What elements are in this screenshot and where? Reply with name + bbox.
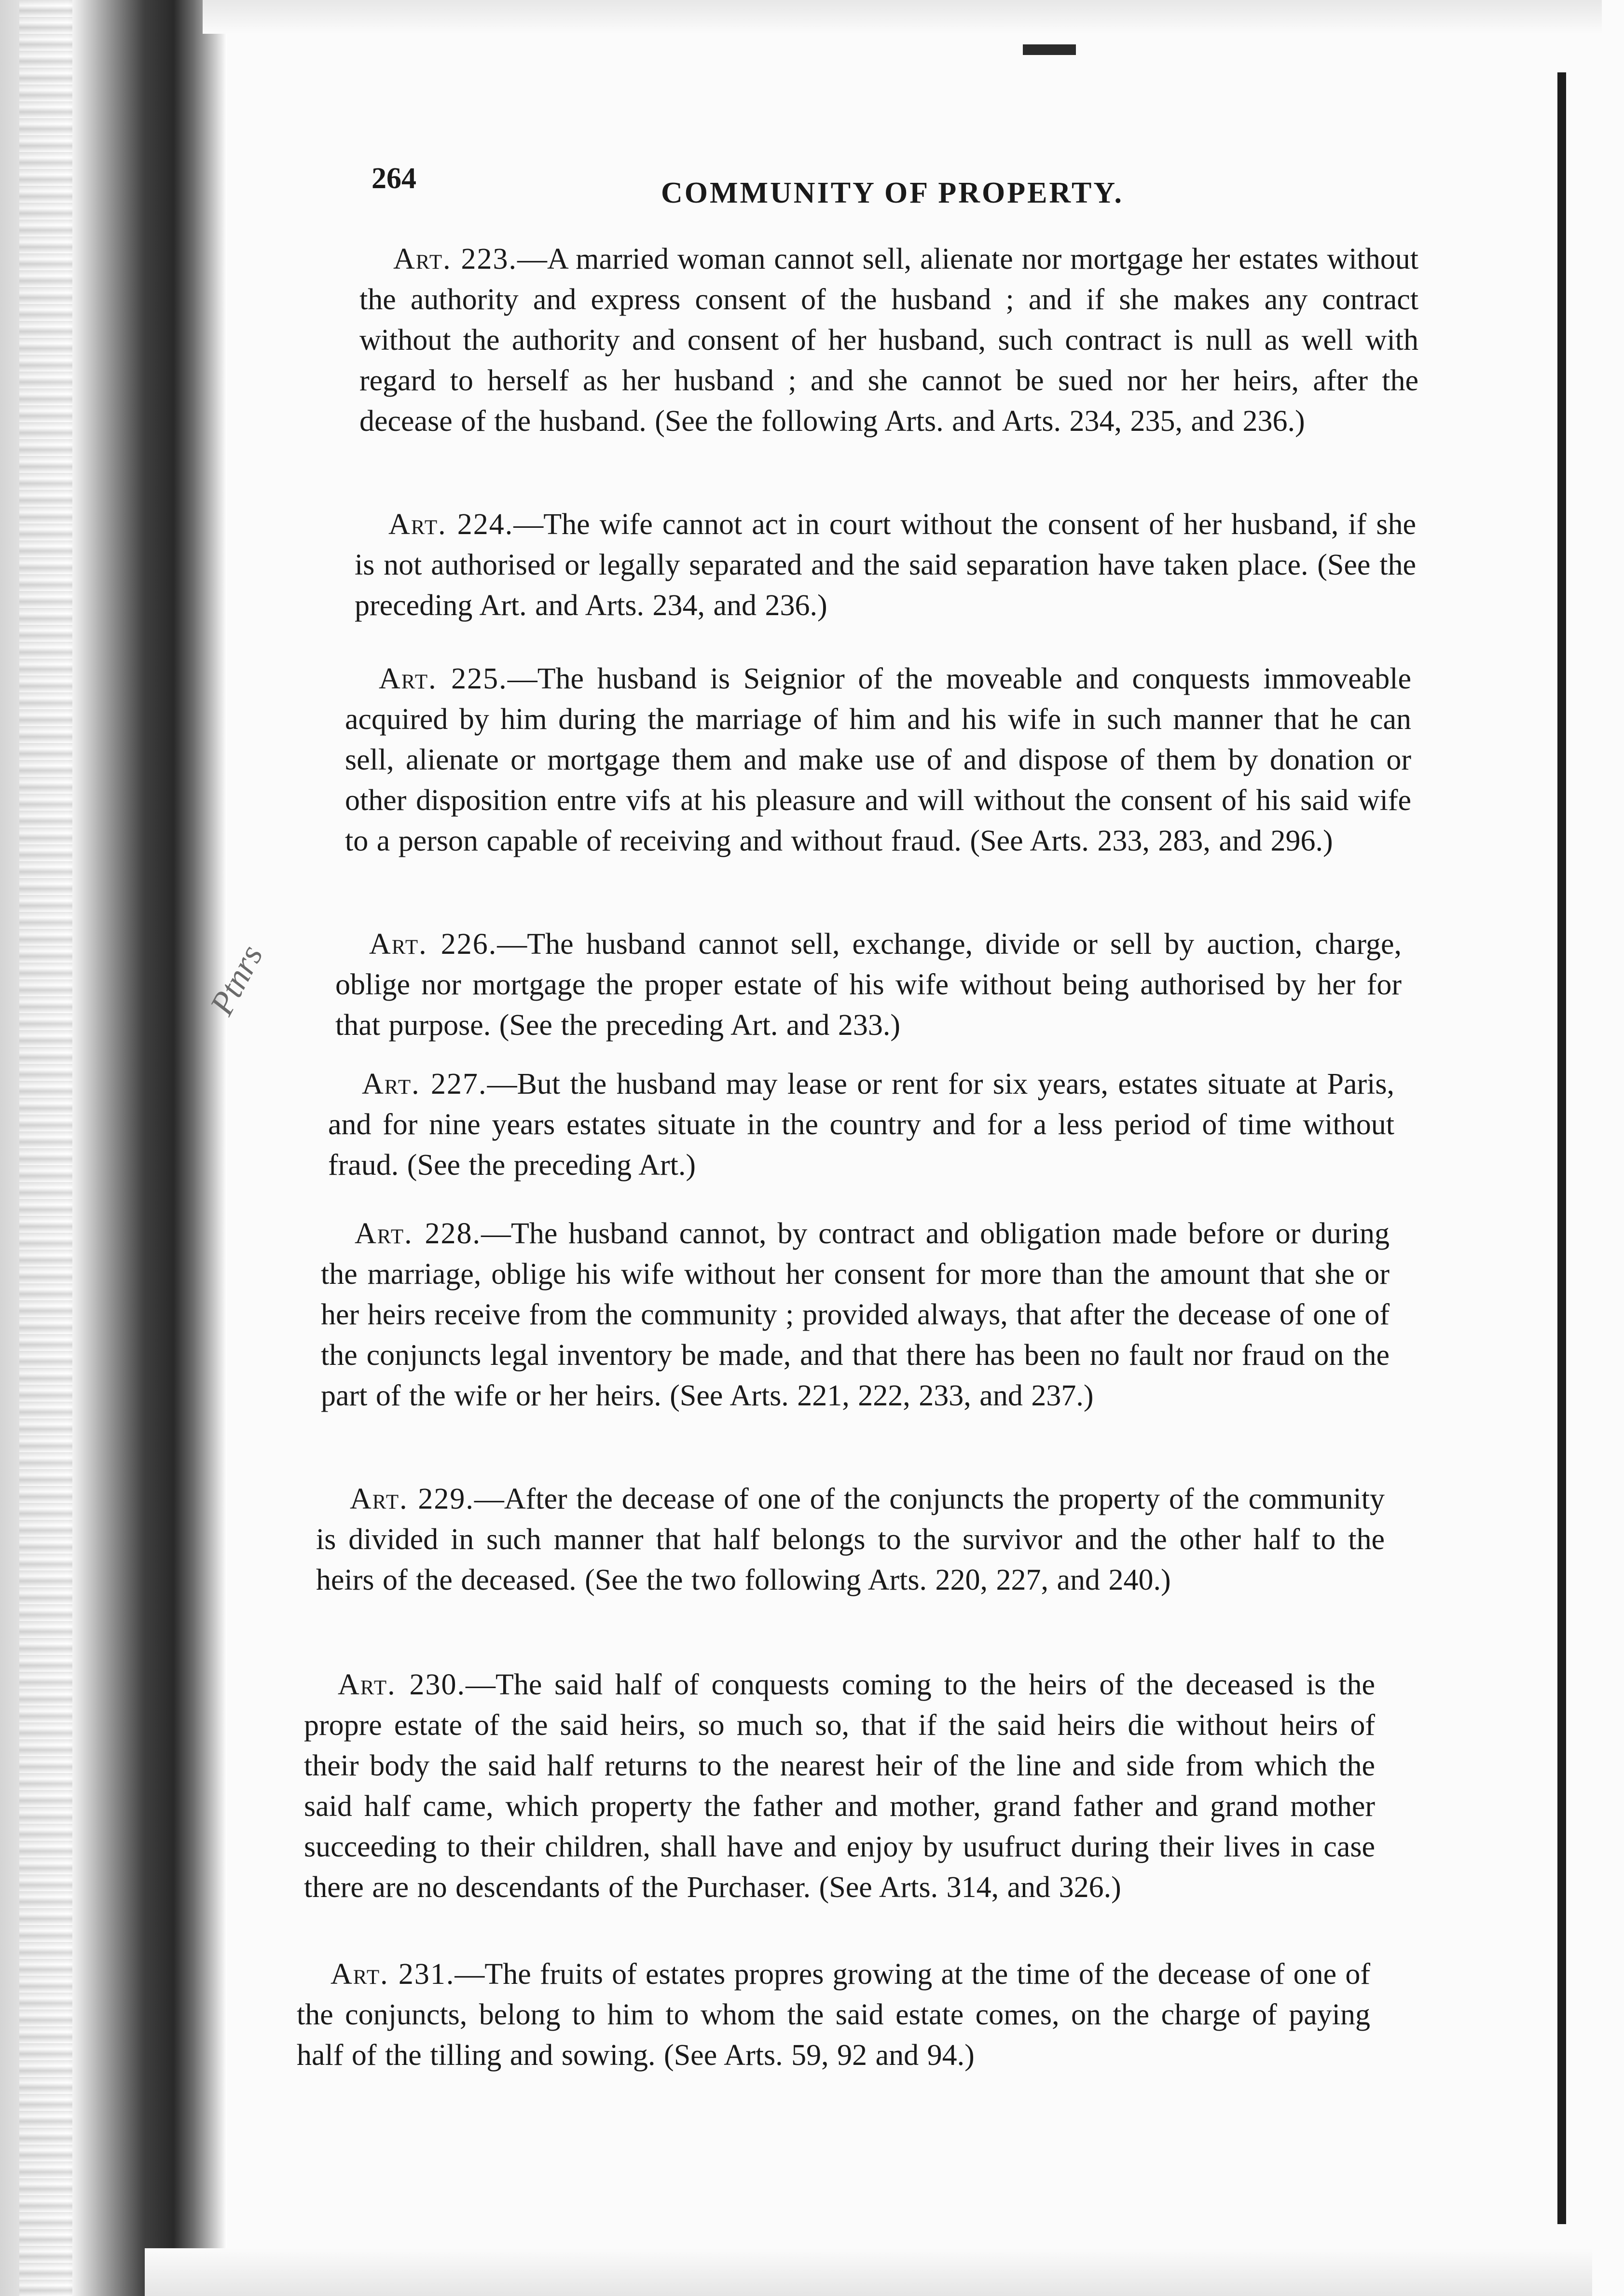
article-225 (345, 659, 1411, 861)
article-227 (328, 1064, 1394, 1185)
article-text: —After the decease of one of the conjuncts the property of the community is divided in such manner that half belongs to the survivor and the other half to the heirs of the deceased. (See the two following Arts. 220, 227, and 240.) (316, 1483, 1385, 1596)
page-number: 264 (372, 162, 416, 195)
article-label: Art. 230. (338, 1668, 466, 1701)
article-text: —The husband cannot, by contract and obligation made before or during the marriage, oblige his wife without her consent for more than the amount that she or her heirs receive from the community ; provided always, that after the decease of one of the conjuncts legal inventory be made, and that there has been no fault nor fraud on the part of the wife or her heirs. (See Arts. 221, 222, 233, and 237.) (321, 1217, 1390, 1412)
article-label: Art. 229. (350, 1483, 474, 1515)
article-228 (321, 1213, 1390, 1416)
article-text: —The husband cannot sell, exchange, divide or sell by auction, charge, oblige nor mortgage the proper estate of his wife without being authorised by her for that purpose. (See the preceding Art. and 233.) (335, 928, 1402, 1042)
article-231 (297, 1954, 1370, 2076)
article-text: —The husband is Seignior of the moveable and conquests immoveable acquired by him during the marriage of him and his wife in such manner that he can sell, alienate or mortgage them and make use of and dispose of them by donation or other disposition entre vifs at his pleasure and will without the consent of his said wife to a person capable of receiving and without fraud. (See Arts. 233, 283, and 296.) (345, 662, 1411, 857)
article-label: Art. 224. (388, 508, 514, 541)
article-label: Art. 227. (362, 1068, 487, 1100)
article-label: Art. 231. (330, 1958, 455, 1991)
running-head: COMMUNITY OF PROPERTY. (661, 177, 1124, 209)
top-page-edge (203, 0, 1602, 34)
article-text: —The said half of conquests coming to the heirs of the deceased is the propre estate of the said heirs, so much so, that if the said heirs die without heirs of their body the said half returns to the nearest heir of the line and side from which the said half came, which property the father and mother, grand father and grand mother succeeding to their children, shall have and enjoy by usufruct during their lives in case there are no descendants of the Purchaser. (See Arts. 314, and 326.) (304, 1668, 1375, 1904)
ink-blot (1023, 44, 1076, 55)
article-label: Art. 228. (355, 1217, 481, 1250)
article-230 (304, 1664, 1375, 1908)
article-224 (355, 504, 1416, 626)
article-label: Art. 223. (393, 243, 518, 275)
article-226 (335, 924, 1402, 1045)
article-text: —A married woman cannot sell, alienate nor mortgage her estates without the authority and express consent of the husband ; and if she makes any contract without the authority and consent of her husband, such contract is null as well with regard to herself as her husband ; and she cannot be sued nor her heirs, after the decease of the husband. (See the following Arts. and Arts. 234, 235, and 236.) (359, 243, 1418, 438)
margin-handwriting: Ptnrs (203, 939, 271, 1021)
article-text: —But the husband may lease or rent for six years, estates situate at Paris, and for nine years estates situate in the country and for a less period of time without fraud. (See the preceding Art.) (328, 1068, 1394, 1182)
article-text: —The wife cannot act in court without the consent of her husband, if she is not authorised or legally separated and the said separation have taken place. (See the preceding Art. and Arts. 234, and 236.) (355, 508, 1416, 622)
binding-edge (19, 0, 72, 2296)
article-229 (316, 1479, 1385, 1600)
right-margin-rule (1557, 72, 1566, 2224)
bottom-page-edge (145, 2248, 1592, 2296)
article-label: Art. 226. (369, 928, 497, 961)
article-223 (359, 239, 1418, 441)
article-text: —The fruits of estates propres growing at the time of the decease of one of the conjuncts, belong to him to whom the said estate comes, on the charge of paying half of the tilling and sowing. (See Arts. 59, 92 and 94.) (297, 1958, 1370, 2072)
article-label: Art. 225. (379, 662, 508, 695)
